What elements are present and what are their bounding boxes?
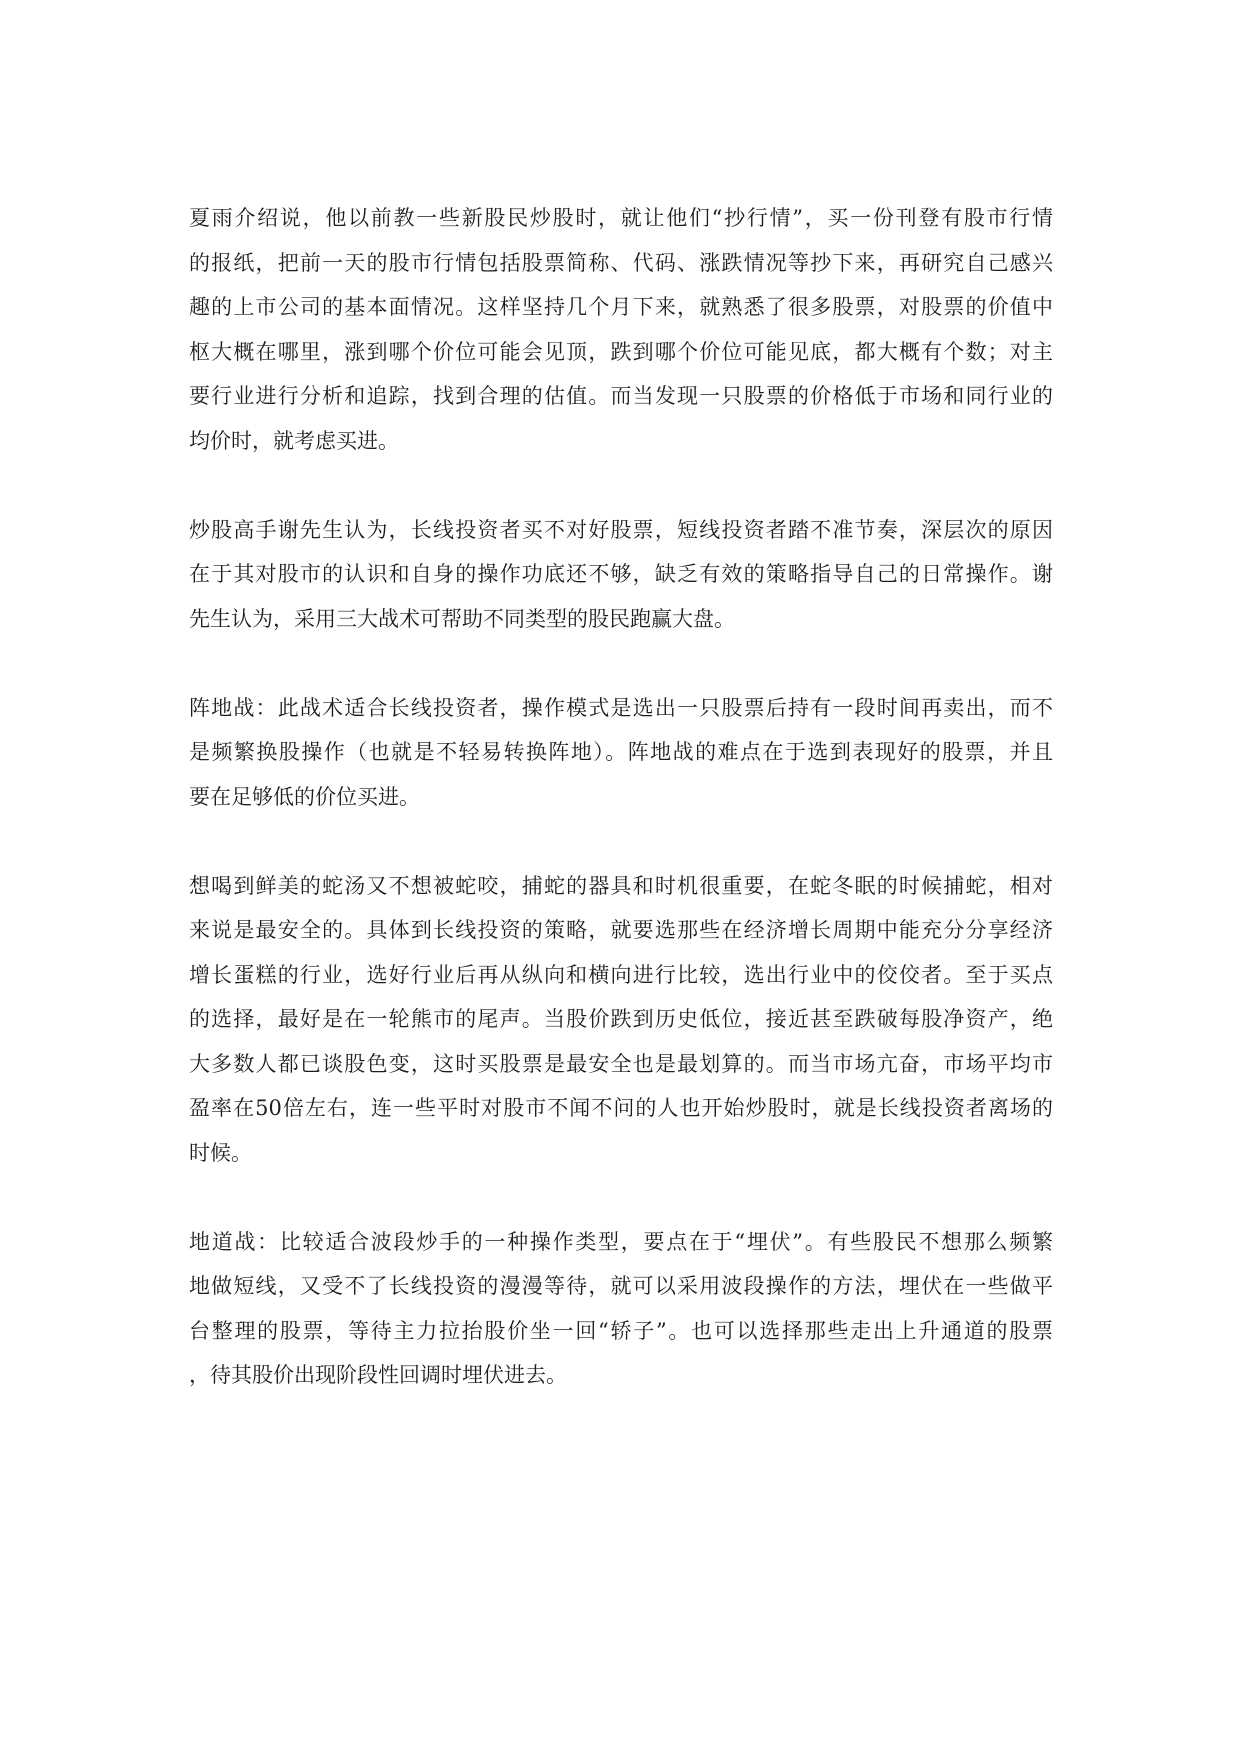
paragraph-1	[189, 196, 1053, 463]
text-line: 想喝到鲜美的蛇汤又不想被蛇咬，捕蛇的器具和时机很重要，在蛇冬眠的时候捕蛇，相对	[189, 873, 1053, 898]
text-line: 大多数人都已谈股色变，这时买股票是最安全也是最划算的。而当市场亢奋，市场平均市	[189, 1051, 1053, 1076]
paragraph-5	[189, 1220, 1053, 1398]
text-line: 要行业进行分析和追踪，找到合理的估值。而当发现一只股票的价格低于市场和同行业的	[189, 384, 1053, 408]
text-line: 台整理的股票，等待主力拉抬股价坐一回“轿子”。也可以选择那些走出上升通道的股票	[189, 1318, 1053, 1343]
text-line: 炒股高手谢先生认为，长线投资者买不对好股票，短线投资者踏不准节奏，深层次的原因	[189, 517, 1053, 542]
text-line: 的选择，最好是在一轮熊市的尾声。当股价跌到历史低位，接近甚至跌破每股净资产，绝	[189, 1007, 1053, 1031]
article-body	[189, 196, 1053, 1398]
text-line: 阵地战：此战术适合长线投资者，操作模式是选出一只股票后持有一段时间再卖出，而不	[189, 695, 1053, 720]
text-line: 枢大概在哪里，涨到哪个价位可能会见顶，跌到哪个价位可能见底，都大概有个数；对主	[189, 339, 1053, 364]
paragraph-4	[189, 864, 1053, 1176]
paragraph-2	[189, 508, 1053, 642]
text-line: 趣的上市公司的基本面情况。这样坚持几个月下来，就熟悉了很多股票，对股票的价值中	[189, 295, 1053, 319]
text-line: 是频繁换股操作（也就是不轻易转换阵地）。阵地战的难点在于选到表现好的股票，并且	[189, 740, 1053, 764]
text-line: 地道战：比较适合波段炒手的一种操作类型，要点在于“埋伏”。有些股民不想那么频繁	[189, 1229, 1053, 1254]
text-line: 均价时，就考虑买进。	[189, 428, 399, 453]
text-line: 在于其对股市的认识和自身的操作功底还不够，缺乏有效的策略指导自己的日常操作。谢	[189, 562, 1053, 586]
paragraph-3	[189, 686, 1053, 820]
text-line: 先生认为，采用三大战术可帮助不同类型的股民跑赢大盘。	[189, 606, 735, 631]
text-line: 增长蛋糕的行业，选好行业后再从纵向和横向进行比较，选出行业中的佼佼者。至于买点	[189, 962, 1053, 987]
text-line: 时候。	[189, 1140, 252, 1165]
text-line: 的报纸，把前一天的股市行情包括股票简称、代码、涨跌情况等抄下来，再研究自己感兴	[189, 250, 1053, 275]
text-line: 夏雨介绍说，他以前教一些新股民炒股时，就让他们“抄行情”，买一份刊登有股市行情	[189, 206, 1053, 230]
text-line: 要在足够低的价位买进。	[189, 784, 420, 809]
text-line: 盈率在50倍左右，连一些平时对股市不闻不问的人也开始炒股时，就是长线投资者离场的	[189, 1096, 1053, 1120]
text-line: 来说是最安全的。具体到长线投资的策略，就要选那些在经济增长周期中能充分分享经济	[189, 918, 1053, 942]
text-line: ，待其股价出现阶段性回调时埋伏进去。	[189, 1363, 567, 1387]
text-line: 地做短线，又受不了长线投资的漫漫等待，就可以采用波段操作的方法，埋伏在一些做平	[189, 1274, 1053, 1298]
